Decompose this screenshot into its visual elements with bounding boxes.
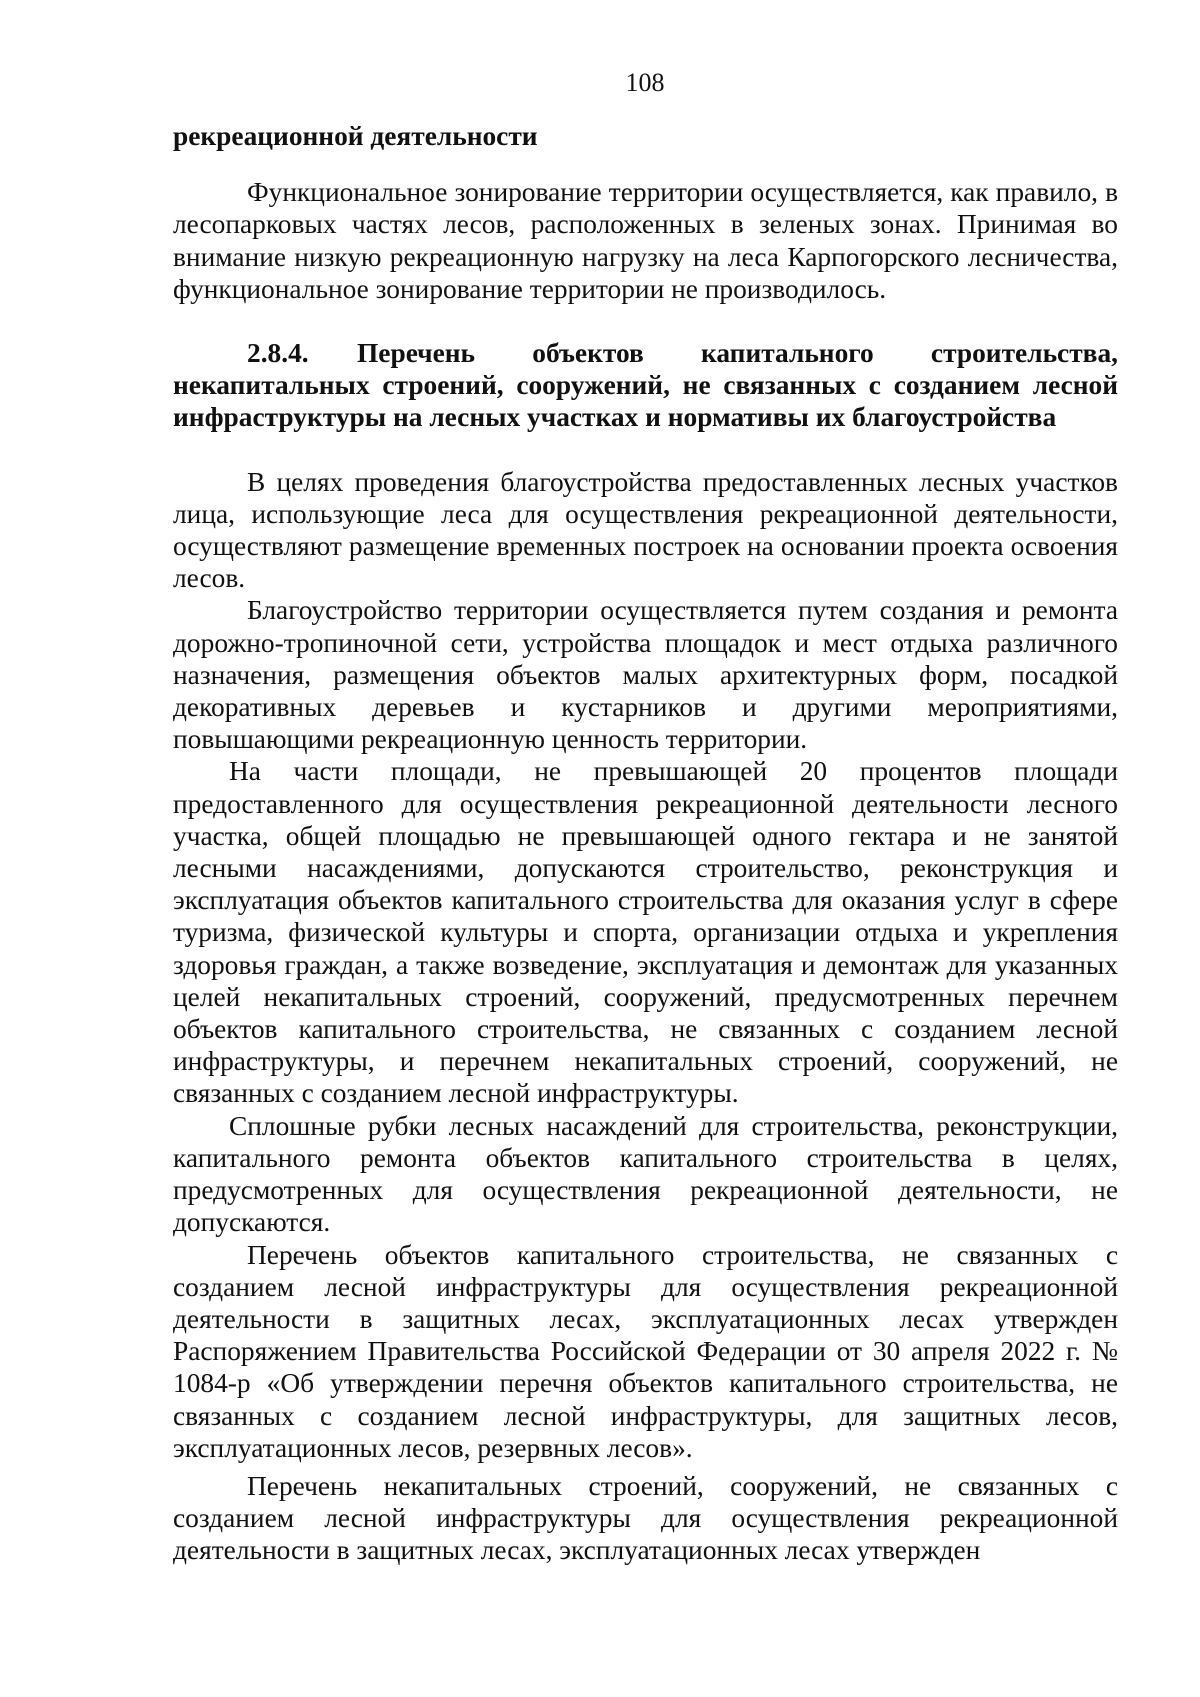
paragraph-zoning: Функциональное зонирование территории осуществляется, как правило, в лесопарковых частях лесов, расположенных в зеленых зонах. Принимая во внимание низкую рекреационную нагрузку на леса Карпогорского лесничества, функциональное зонирование территории не производилось.	[173, 177, 1118, 304]
paragraph-landscaping-methods: Благоустройство территории осуществляется путем создания и ремонта дорожно-тропиночной сети, устройства площадок и мест отдыха различного назначения, размещения объектов малых архитектурных форм, посадкой декоративных деревьев и кустарников и другими мероприятиями, повышающими рекреационную ценность территории.	[173, 595, 1118, 755]
document-body	[173, 120, 1118, 1567]
paragraph-capital-objects-list: Перечень объектов капитального строительства, не связанных с созданием лесной инфраструктуры для осуществления рекреационной деятельности в защитных лесах, эксплуатационных лесах утвержден Распоряжением Правительства Российской Федерации от 30 апреля 2022 г. № 1084-р «Об утверждении перечня объектов капитального строительства, не связанных с созданием лесной инфраструктуры, для защитных лесов, эксплуатационных лесов, резервных лесов».	[173, 1239, 1118, 1463]
paragraph-capital-construction-area: На части площади, не превышающей 20 процентов площади предоставленного для осуществления рекреационной деятельности лесного участка, общей площадью не превышающей одного гектара и не занятой лесными насаждениями, допускаются строительство, реконструкция и эксплуатация объектов капитального строительства для оказания услуг в сфере туризма, физической культуры и спорта, организации отдыха и укрепления здоровья граждан, а также возведение, эксплуатация и демонтаж для указанных целей некапитальных строений, сооружений, предусмотренных перечнем объектов капитального строительства, не связанных с созданием лесной инфраструктуры, и перечнем некапитальных строений, сооружений, не связанных с созданием лесной инфраструктуры.	[173, 756, 1118, 1109]
section-number: 2.8.4.	[247, 338, 309, 369]
paragraph-non-capital-list: Перечень некапитальных строений, сооружений, не связанных с созданием лесной инфраструктуры для осуществления рекреационной деятельности в защитных лесах, эксплуатационных лесах утвержден	[173, 1470, 1118, 1566]
paragraph-landscaping-purpose: В целях проведения благоустройства предоставленных лесных участков лица, использующие леса для осуществления рекреационной деятельности, осуществляют размещение временных построек на основании проекта освоения лесов.	[173, 466, 1118, 594]
section-heading	[173, 337, 1118, 434]
paragraph-clear-cutting: Сплошные рубки лесных насаждений для строительства, реконструкции, капитального ремонта объектов капитального строительства в целях, предусмотренных для осуществления рекреационной деятельности, не допускаются.	[173, 1110, 1118, 1238]
section-title: Перечень объектов капитального строительства, некапитальных строений, сооружений, не связанных с созданием лесной инфраструктуры на лесных участках и нормативы их благоустройства	[173, 338, 1118, 433]
page-number: 108	[625, 68, 665, 97]
continued-heading: рекреационной деятельности	[173, 121, 538, 151]
